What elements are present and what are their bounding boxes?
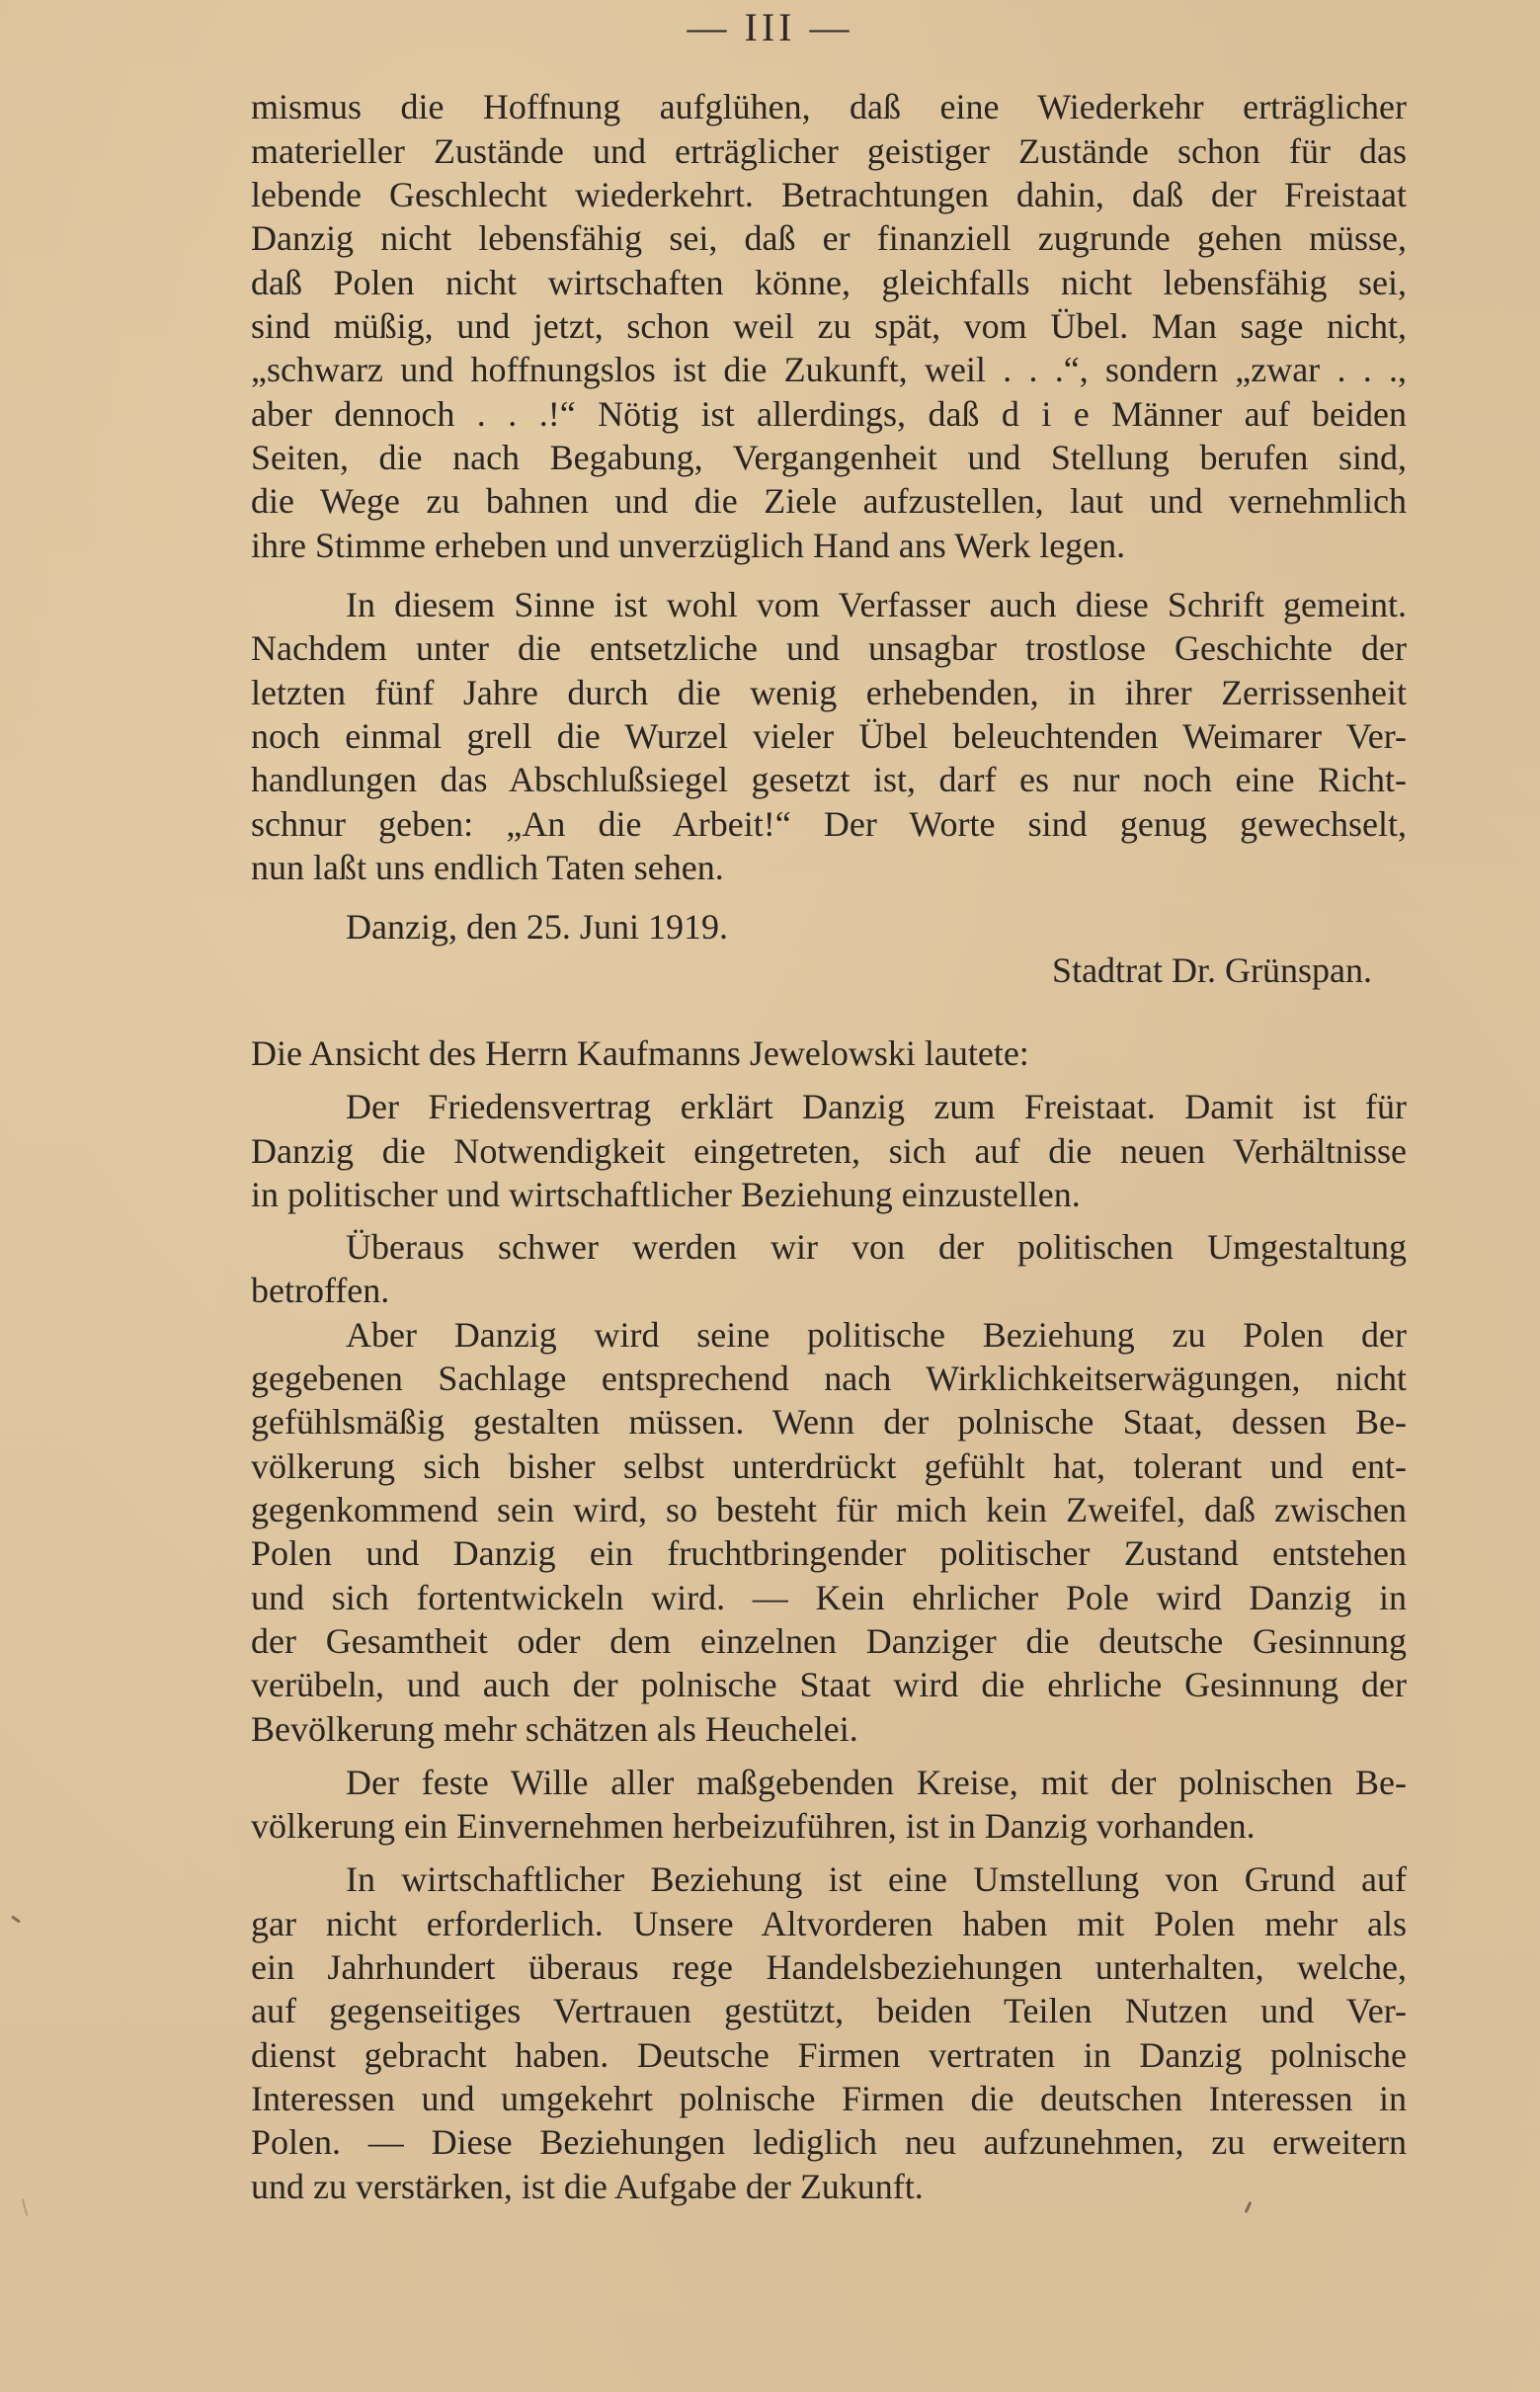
- text-line: lebende Geschlecht wiederkehrt. Betrachtungen dahin, daß der Freistaat: [251, 175, 1407, 214]
- text-line: völkerung ein Einvernehmen herbeizuführen, ist in Danzig vorhanden.: [251, 1806, 1256, 1846]
- text-line: Danzig die Notwendigkeit eingetreten, sich auf die neuen Verhältnisse: [251, 1131, 1407, 1171]
- text-line: auf gegenseitiges Vertrauen gestützt, beiden Teilen Nutzen und Ver-: [251, 1991, 1407, 2030]
- signature: Stadtrat Dr. Grünspan.: [1052, 950, 1372, 990]
- text-line: betroffen.: [251, 1271, 390, 1310]
- text-line: In wirtschaftlicher Beziehung ist eine Umstellung von Grund auf: [346, 1859, 1407, 1899]
- text-line: In diesem Sinne ist wohl vom Verfasser auch diese Schrift gemeint.: [346, 585, 1407, 624]
- text-line: nun laßt uns endlich Taten sehen.: [251, 848, 724, 887]
- text-line: und sich fortentwickeln wird. — Kein ehrlicher Pole wird Danzig in: [251, 1578, 1407, 1617]
- text-line: mismus die Hoffnung aufglühen, daß eine Wiederkehr erträglicher: [251, 87, 1407, 126]
- text-line: und zu verstärken, ist die Aufgabe der Zukunft.: [251, 2167, 924, 2206]
- text-line: Aber Danzig wird seine politische Beziehung zu Polen der: [346, 1315, 1407, 1355]
- text-line: materieller Zustände und erträglicher geistiger Zustände schon für das: [251, 131, 1407, 171]
- text-line: verübeln, und auch der polnische Staat wird die ehrliche Gesinnung der: [251, 1665, 1407, 1704]
- text-line: Überaus schwer werden wir von der politischen Umgestaltung: [346, 1227, 1407, 1267]
- text-line: schnur geben: „An die Arbeit!“ Der Worte sind genug gewechselt,: [251, 804, 1407, 844]
- paper-speck: [22, 2198, 29, 2216]
- text-line: gefühlsmäßig gestalten müssen. Wenn der polnische Staat, dessen Be-: [251, 1402, 1407, 1442]
- text-line: Der Friedensvertrag erklärt Danzig zum Freistaat. Damit ist für: [346, 1087, 1407, 1126]
- text-line: „schwarz und hoffnungslos ist die Zukunft, weil . . .“, sondern „zwar . . .,: [251, 350, 1407, 389]
- text-line: daß Polen nicht wirtschaften könne, gleichfalls nicht lebensfähig sei,: [251, 263, 1407, 302]
- page-number: — III —: [687, 5, 853, 49]
- text-line: gegebenen Sachlage entsprechend nach Wirklichkeitserwägungen, nicht: [251, 1359, 1407, 1398]
- paper-speck: [11, 1915, 21, 1923]
- text-line: völkerung sich bisher selbst unterdrückt gefühlt hat, tolerant und ent-: [251, 1446, 1407, 1486]
- text-line: Polen. — Diese Beziehungen lediglich neu aufzunehmen, zu erweitern: [251, 2122, 1407, 2162]
- text-line: sind müßig, und jetzt, schon weil zu spät, vom Übel. Man sage nicht,: [251, 306, 1407, 346]
- text-line: aber dennoch . . .!“ Nötig ist allerdings, daß d i e Männer auf beiden: [251, 394, 1407, 434]
- text-line: letzten fünf Jahre durch die wenig erhebenden, in ihrer Zerrissenheit: [251, 673, 1407, 712]
- date-line: Danzig, den 25. Juni 1919.: [346, 907, 728, 947]
- text-line: Der feste Wille aller maßgebenden Kreise, mit der polnischen Be-: [346, 1763, 1407, 1802]
- text-line: der Gesamtheit oder dem einzelnen Danziger die deutsche Gesinnung: [251, 1621, 1407, 1661]
- text-line: dienst gebracht haben. Deutsche Firmen vertraten in Danzig polnische: [251, 2035, 1407, 2075]
- section-intro: Die Ansicht des Herrn Kaufmanns Jewelowski lautete:: [251, 1033, 1029, 1073]
- text-line: ihre Stimme erheben und unverzüglich Hand ans Werk legen.: [251, 526, 1126, 565]
- text-line: noch einmal grell die Wurzel vieler Übel beleuchtenden Weimarer Ver-: [251, 716, 1407, 756]
- text-line: Polen und Danzig ein fruchtbringender politischer Zustand entstehen: [251, 1533, 1407, 1573]
- text-line: handlungen das Abschlußsiegel gesetzt ist, darf es nur noch eine Richt-: [251, 760, 1407, 799]
- text-line: Interessen und umgekehrt polnische Firmen die deutschen Interessen in: [251, 2079, 1407, 2118]
- text-line: Seiten, die nach Begabung, Vergangenheit und Stellung berufen sind,: [251, 438, 1407, 477]
- text-line: die Wege zu bahnen und die Ziele aufzustellen, laut und vernehmlich: [251, 481, 1407, 521]
- text-line: Nachdem unter die entsetzliche und unsagbar trostlose Geschichte der: [251, 628, 1407, 668]
- text-line: in politischer und wirtschaftlicher Beziehung einzustellen.: [251, 1175, 1081, 1214]
- text-line: gar nicht erforderlich. Unsere Altvorderen haben mit Polen mehr als: [251, 1904, 1407, 1943]
- text-line: gegenkommend sein wird, so besteht für mich kein Zweifel, daß zwischen: [251, 1490, 1407, 1529]
- text-line: Bevölkerung mehr schätzen als Heuchelei.: [251, 1709, 858, 1749]
- text-line: Danzig nicht lebensfähig sei, daß er finanziell zugrunde gehen müsse,: [251, 218, 1407, 258]
- text-line: ein Jahrhundert überaus rege Handelsbeziehungen unterhalten, welche,: [251, 1947, 1407, 1987]
